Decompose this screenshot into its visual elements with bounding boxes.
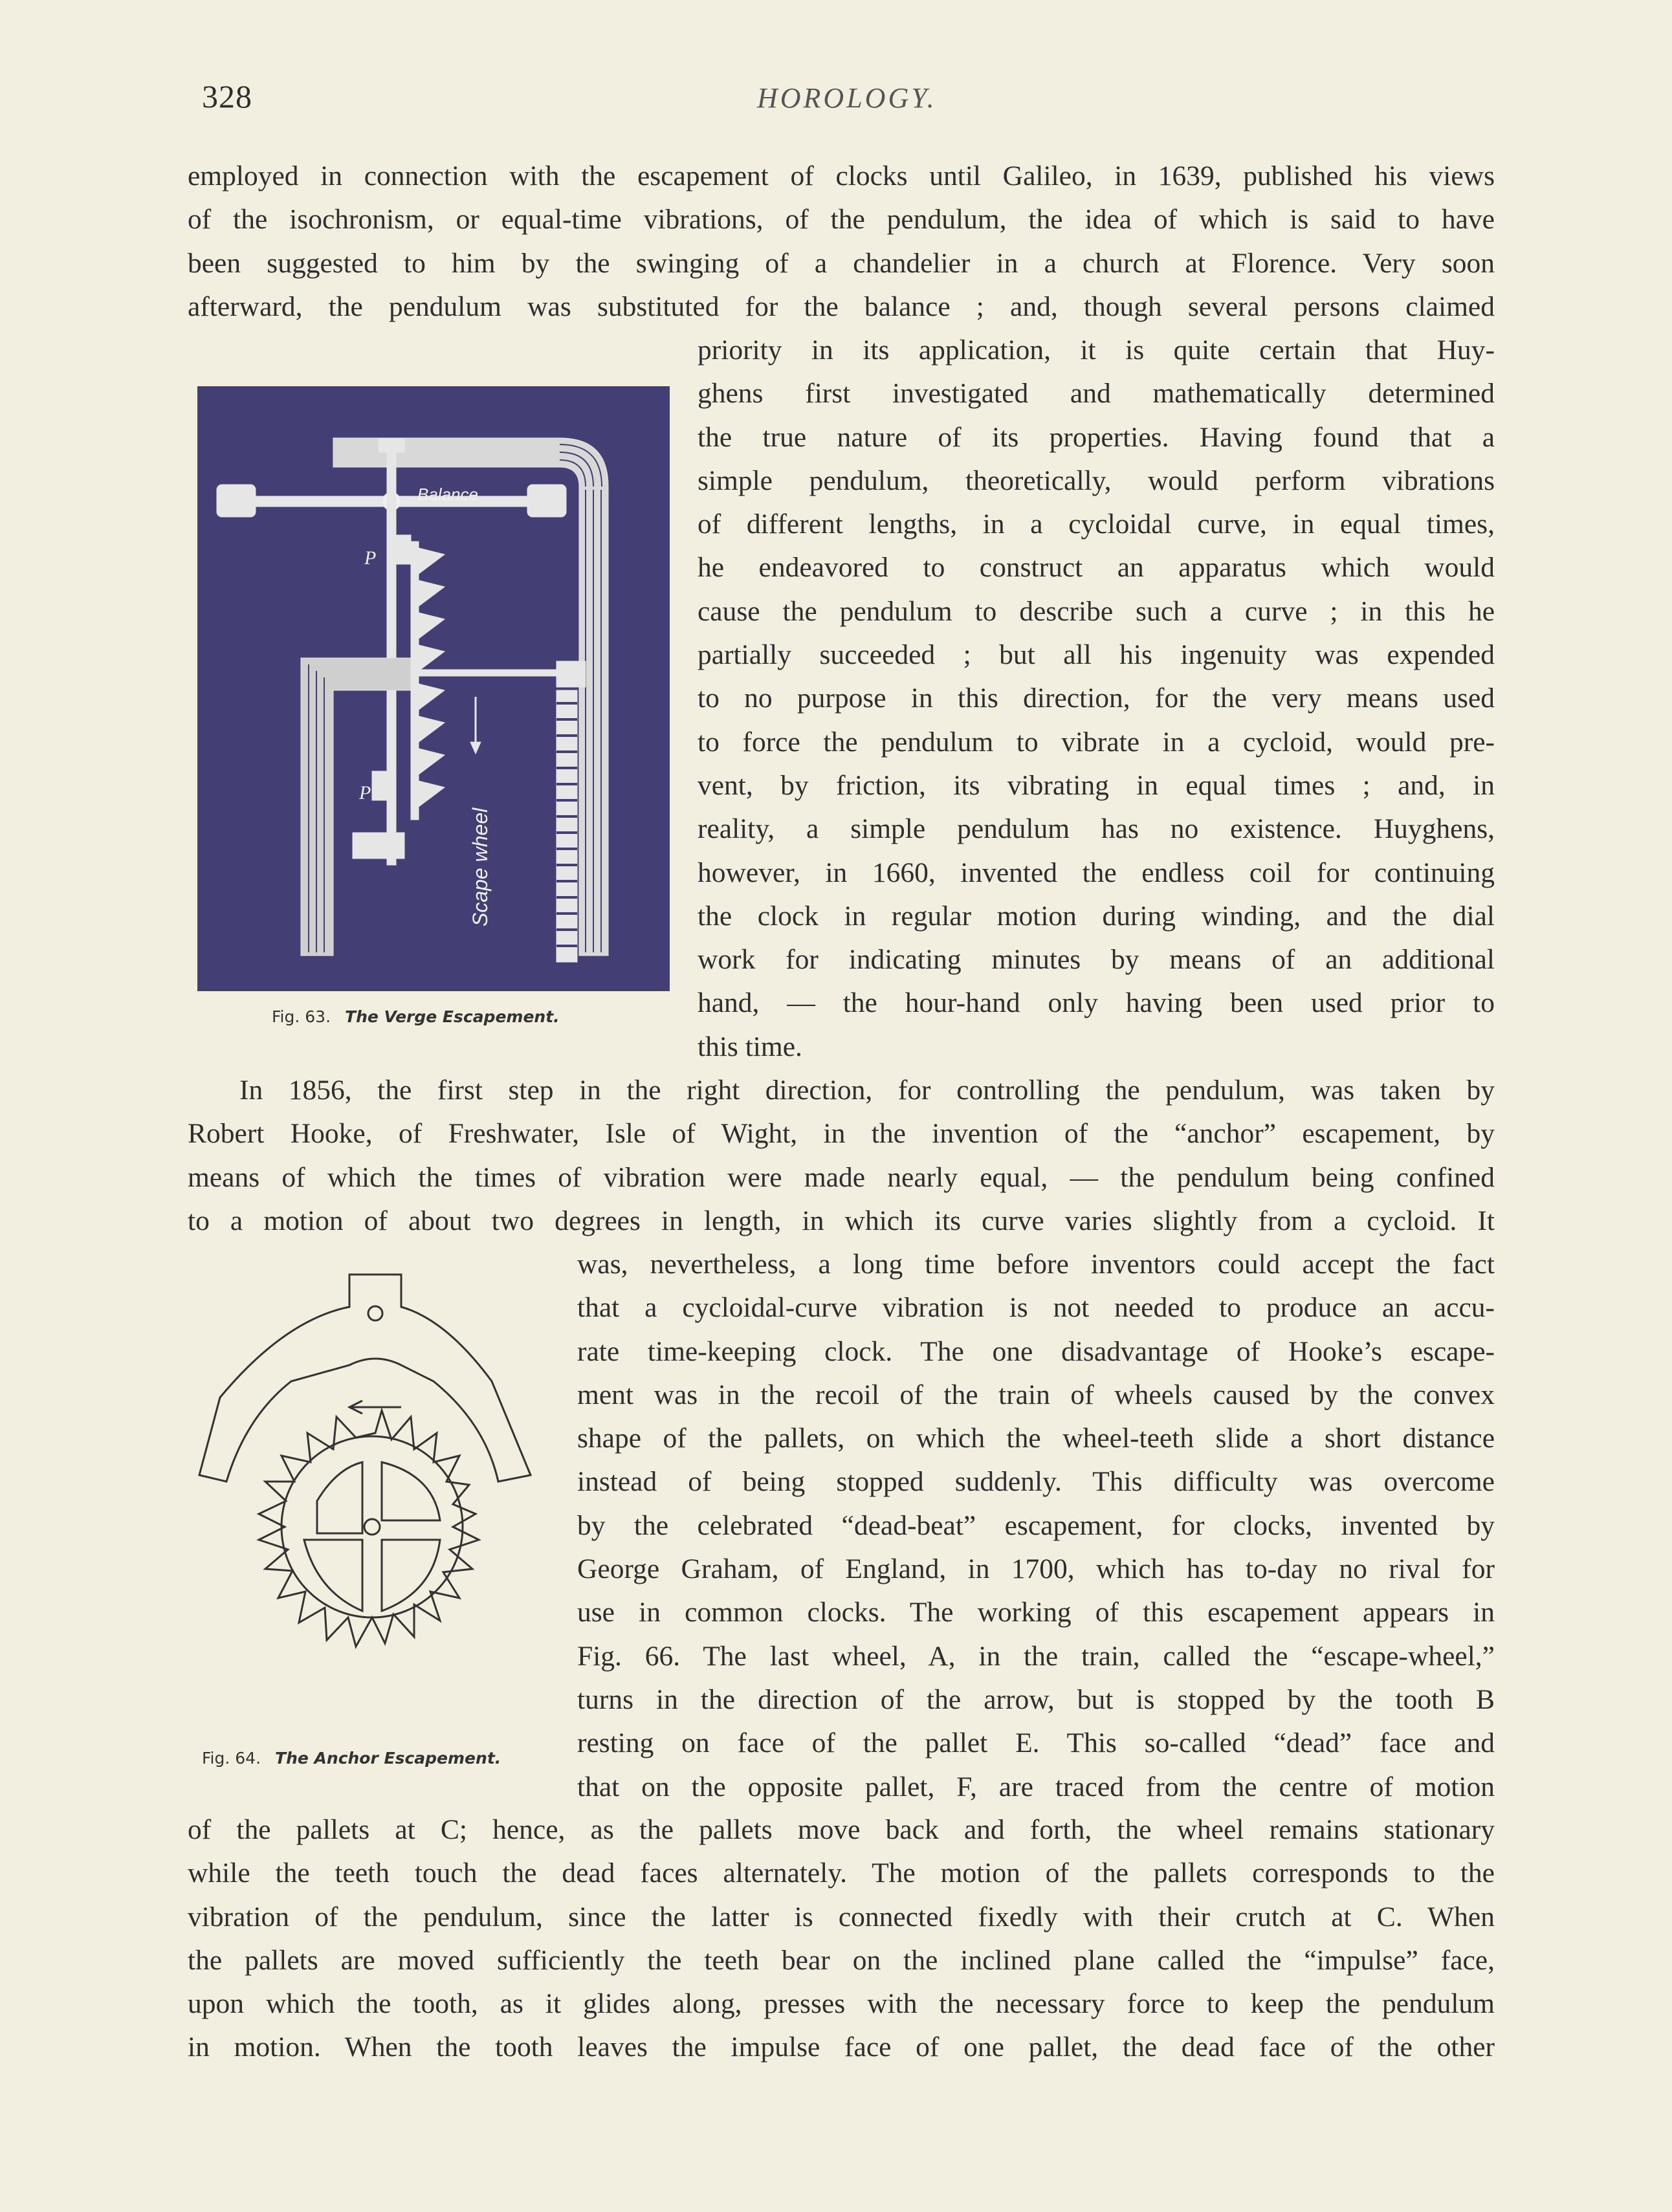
- text-line: partially succeeded ; but all his ingenuity was expended: [698, 639, 1495, 671]
- text-line: cause the pendulum to describe such a curve ; in this he: [698, 595, 1495, 627]
- text-line: hand, — the hour-hand only having been used prior to: [698, 987, 1495, 1019]
- text-line: rate time-keeping clock. The one disadvantage of Hooke’s escape-: [577, 1335, 1495, 1367]
- text-line: shape of the pallets, on which the wheel-teeth slide a short distance: [577, 1423, 1495, 1454]
- text-line: however, in 1660, invented the endless coil for continuing: [698, 857, 1495, 888]
- text-line: to a motion of about two degrees in length, in which its curve varies slightly from a cycloid. It: [188, 1205, 1495, 1236]
- paragraph-block-1: [188, 155, 1495, 329]
- paragraph-block-3: [188, 1069, 1495, 1243]
- text-line: of the isochronism, or equal-time vibrations, of the pendulum, the idea of which is said to have: [188, 204, 1495, 235]
- text-line: Fig. 66. The last wheel, A, in the train, called the “escape-wheel,”: [577, 1640, 1495, 1672]
- text-line: In 1856, the first step in the right direction, for controlling the pendulum, was taken by: [239, 1075, 1495, 1106]
- text-line: the clock in regular motion during winding, and the dial: [698, 900, 1495, 932]
- figure-anchor-escapement: [188, 1268, 556, 1747]
- paragraph-block-5: [188, 1808, 1495, 2070]
- figure-64-caption: [202, 1749, 501, 1768]
- page-number: 328: [202, 78, 252, 115]
- text-line: instead of being stopped suddenly. This difficulty was overcome: [577, 1466, 1495, 1498]
- text-line: turns in the direction of the arrow, but is stopped by the tooth B: [577, 1683, 1495, 1715]
- text-line: that on the opposite pallet, F, are traced from the centre of motion: [577, 1771, 1495, 1802]
- text-line: vent, by friction, its vibrating in equal times ; and, in: [698, 769, 1495, 801]
- text-line: use in common clocks. The working of this escapement appears in: [577, 1597, 1495, 1628]
- text-line: upon which the tooth, as it glides along, presses with the necessary force to keep the pendulum: [188, 1988, 1495, 2020]
- paragraph-block-2: [698, 329, 1495, 1069]
- figure-verge-escapement: [197, 386, 670, 991]
- text-line: while the teeth touch the dead faces alternately. The motion of the pallets corresponds to the: [188, 1857, 1495, 1889]
- text-line: employed in connection with the escapement of clocks until Galileo, in 1639, published his views: [188, 160, 1495, 192]
- text-line: in motion. When the tooth leaves the impulse face of one pallet, the dead face of the other: [188, 2031, 1495, 2063]
- text-line: of different lengths, in a cycloidal curve, in equal times,: [698, 509, 1495, 540]
- text-line: simple pendulum, theoretically, would perform vibrations: [698, 465, 1495, 496]
- text-line: means of which the times of vibration were made nearly equal, — the pendulum being confined: [188, 1161, 1495, 1193]
- figure-64-number: Fig. 64.: [202, 1749, 261, 1768]
- label-p-lower: P: [359, 782, 371, 804]
- text-line: was, nevertheless, a long time before inventors could accept the fact: [577, 1249, 1495, 1280]
- text-line: this time.: [698, 1031, 802, 1062]
- label-balance: Balance: [417, 485, 478, 504]
- text-line: the true nature of its properties. Having found that a: [698, 421, 1495, 453]
- text-line: work for indicating minutes by means of an additional: [698, 944, 1495, 976]
- text-line: he endeavored to construct an apparatus which would: [698, 552, 1495, 584]
- figure-63-number: Fig. 63.: [272, 1007, 331, 1026]
- text-line: priority in its application, it is quite certain that Huy-: [698, 334, 1495, 366]
- text-line: to force the pendulum to vibrate in a cycloid, would pre-: [698, 726, 1495, 758]
- text-line: vibration of the pendulum, since the latter is connected fixedly with their crutch at C. When: [188, 1901, 1495, 1933]
- paragraph-block-4: [577, 1243, 1495, 1809]
- text-line: afterward, the pendulum was substituted for the balance ; and, though several persons claimed: [188, 290, 1495, 322]
- page-header: [0, 78, 1672, 129]
- text-line: of the pallets at C; hence, as the pallets move back and forth, the wheel remains stationary: [188, 1814, 1495, 1845]
- text-line: ghens first investigated and mathematically determined: [698, 378, 1495, 410]
- text-line: reality, a simple pendulum has no existence. Huyghens,: [698, 813, 1495, 845]
- text-line: to no purpose in this direction, for the very means used: [698, 683, 1495, 714]
- text-line: George Graham, of England, in 1700, which has to-day no rival for: [577, 1553, 1495, 1585]
- text-line: by the celebrated “dead-beat” escapement, for clocks, invented by: [577, 1509, 1495, 1541]
- text-line: ment was in the recoil of the train of wheels caused by the convex: [577, 1379, 1495, 1410]
- text-line: that a cycloidal-curve vibration is not needed to produce an accu-: [577, 1292, 1495, 1324]
- text-line: the pallets are moved sufficiently the teeth bear on the inclined plane called the “impulse” face,: [188, 1944, 1495, 1976]
- label-scape-wheel: Scape wheel: [468, 807, 492, 926]
- label-p-upper: P: [364, 547, 377, 569]
- text-line: resting on face of the pallet E. This so-called “dead” face and: [577, 1727, 1495, 1759]
- running-title: HOROLOGY.: [757, 82, 937, 114]
- figure-63-caption: [272, 1007, 560, 1026]
- text-line: been suggested to him by the swinging of a chandelier in a church at Florence. Very soon: [188, 247, 1495, 279]
- figure-64-title: The Anchor Escapement.: [275, 1749, 501, 1768]
- figure-63-title: The Verge Escapement.: [345, 1007, 560, 1026]
- text-line: Robert Hooke, of Freshwater, Isle of Wight, in the invention of the “anchor” escapement, by: [188, 1118, 1495, 1150]
